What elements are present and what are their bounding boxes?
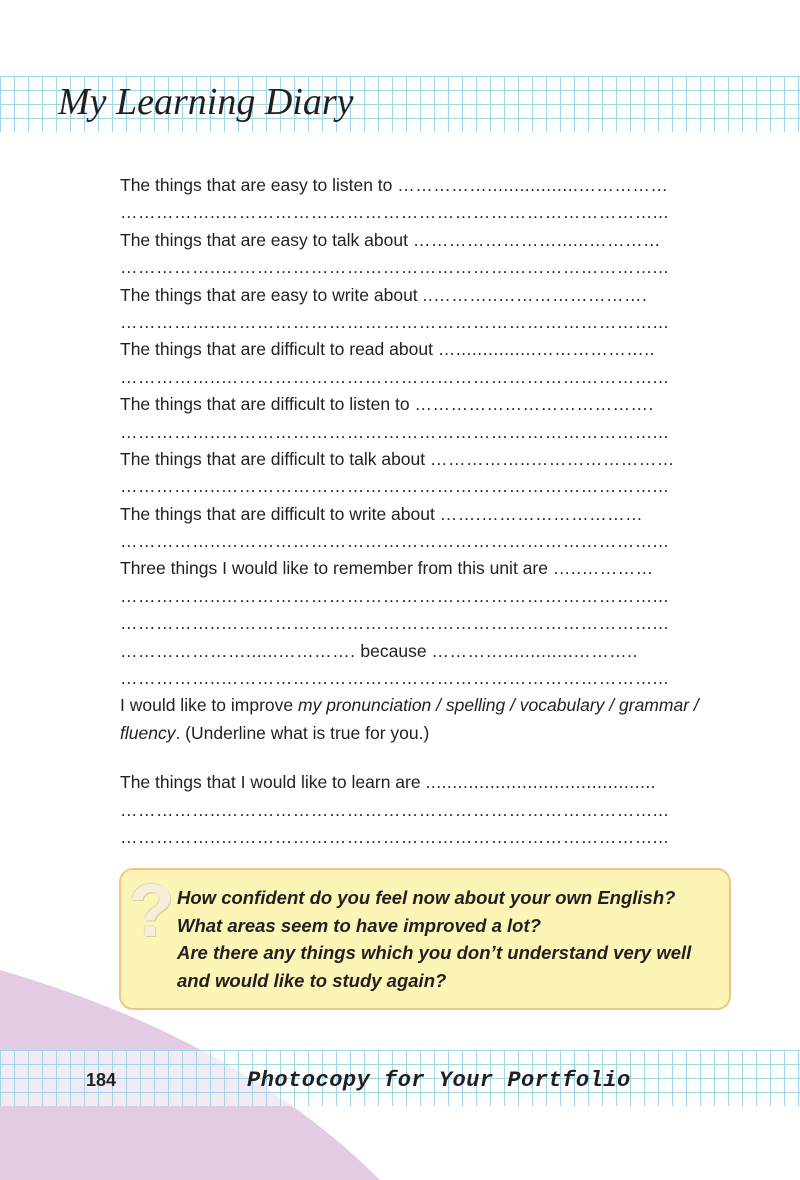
answer-line[interactable]: ……………..………………………………………………………………...: [120, 366, 669, 387]
answer-line[interactable]: ……………..………………………………………………………………...: [120, 476, 669, 497]
answer-line[interactable]: ………………………………….: [414, 394, 654, 415]
diary-form: [120, 172, 732, 851]
improve-suffix: . (Underline what is true for you.): [175, 722, 430, 743]
answer-line[interactable]: ……………..………………………………………………………………...: [120, 668, 669, 689]
form-row: [120, 769, 732, 796]
answer-line[interactable]: ……………………......…………: [412, 229, 662, 250]
answer-line[interactable]: ……………..………………………………………………………………...: [120, 421, 669, 442]
answer-line[interactable]: …………………......………….: [120, 640, 356, 661]
form-row: [120, 446, 732, 473]
answer-line[interactable]: ………….............………..: [431, 640, 638, 661]
page-title: My Learning Diary: [58, 81, 354, 123]
callout-question: Are there any things which you don’t understand very well and would like to study again?: [177, 942, 692, 991]
callout-question: How confident do you feel now about your own English?: [177, 887, 676, 908]
answer-line[interactable]: ..………..…………………….: [422, 284, 648, 305]
form-row: [120, 391, 732, 418]
answer-line[interactable]: …………….................……………: [397, 175, 669, 195]
because-row: [120, 638, 732, 665]
answer-line[interactable]: ……………..………………………………………………………………...: [120, 799, 669, 820]
row-label: The things that are easy to listen to: [120, 175, 393, 195]
answer-line[interactable]: …...............………………..: [437, 339, 655, 360]
form-row: [120, 227, 732, 254]
answer-line[interactable]: ……………..………………………………………………………………...: [120, 257, 669, 278]
answer-line[interactable]: ……………..………………………………………………………………...: [120, 311, 669, 332]
page-number: 184: [86, 1070, 117, 1090]
row-label: The things that are difficult to read about: [120, 339, 433, 360]
because-label: because: [360, 640, 427, 661]
answer-line[interactable]: ...........................................: [425, 772, 657, 793]
answer-line[interactable]: ……………..………………………………………………………………...: [120, 202, 669, 223]
row-label: The things that are difficult to write about: [120, 503, 435, 524]
answer-line[interactable]: ……………..……………………: [430, 448, 675, 469]
reflection-callout: [119, 868, 731, 1010]
question-mark-icon: ?: [129, 869, 175, 952]
row-label: The things that are difficult to listen to: [120, 394, 410, 415]
improve-prefix: I would like to improve: [120, 695, 294, 716]
callout-questions: [177, 884, 721, 994]
form-row: [120, 555, 732, 582]
row-label: The things that are easy to write about: [120, 284, 418, 305]
form-row: [120, 336, 732, 363]
form-row: [120, 282, 732, 309]
answer-line[interactable]: ……………..………………………………………………………………...: [120, 613, 669, 634]
row-label: Three things I would like to remember from this unit are: [120, 558, 548, 579]
improve-options[interactable]: my pronunciation / spelling / vocabulary / grammar / fluency: [120, 695, 699, 743]
row-label: The things that are easy to talk about: [120, 229, 408, 250]
form-row: [120, 172, 732, 199]
row-label: The things that are difficult to talk about: [120, 448, 426, 469]
answer-line[interactable]: ……………..………………………………………………………………...: [120, 531, 669, 552]
form-row: [120, 501, 732, 528]
answer-line[interactable]: ……………..………………………………………………………………...: [120, 585, 669, 606]
answer-line[interactable]: …….………………………: [439, 503, 644, 524]
callout-question: What areas seem to have improved a lot?: [177, 914, 541, 936]
improve-prompt: [120, 692, 732, 747]
footer-caption: Photocopy for Your Portfolio: [247, 1068, 631, 1093]
answer-line[interactable]: ……………..………………………………………………………………...: [120, 827, 669, 848]
row-label: The things that I would like to learn are: [120, 772, 421, 793]
answer-line[interactable]: …..…………: [552, 558, 654, 579]
